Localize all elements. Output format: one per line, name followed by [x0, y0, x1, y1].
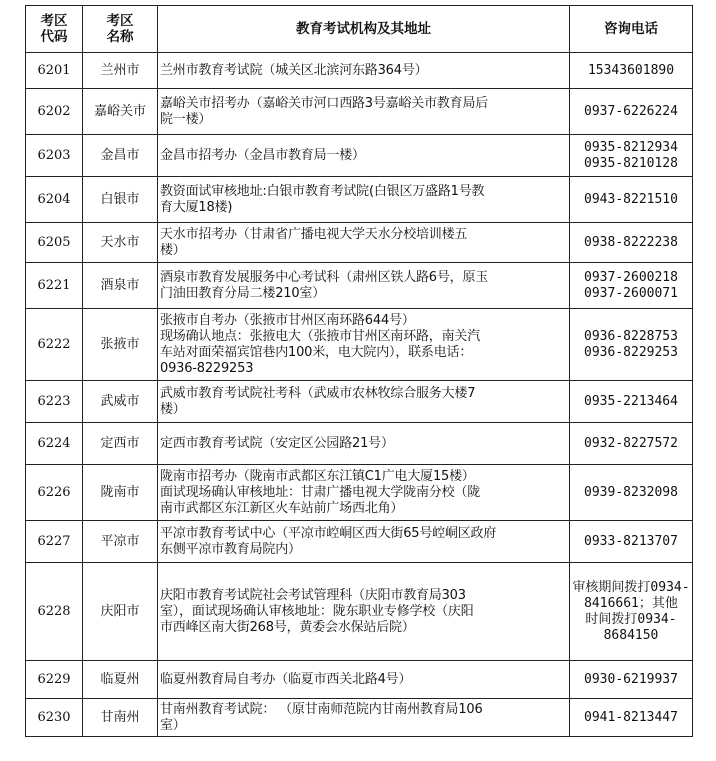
phone-line: 0935-8210128 [584, 155, 678, 171]
phone-cell [570, 135, 693, 177]
area-code-cell: 6224 [26, 423, 83, 465]
org-address-line: 0936-8229253 [160, 360, 254, 376]
table-row [26, 563, 693, 661]
org-address-cell [158, 423, 570, 465]
org-address-line: 东侧平凉市教育局院内） [160, 541, 301, 557]
org-address-cell [158, 699, 570, 737]
phone-line: 审核期间拨打0934- [572, 579, 690, 595]
org-address-line: 室），面试现场确认审核地址：陇东职业专修学校（庆阳 [160, 603, 474, 619]
phone-line: 0943-8221510 [584, 191, 678, 207]
org-address-line: 兰州市教育考试院（城关区北滨河东路364号） [160, 62, 428, 78]
org-address-line: 张掖市自考办（张掖市甘州区南环路644号） [160, 312, 415, 328]
area-code-cell: 6230 [26, 699, 83, 737]
org-address-line: 临夏州教育局自考办（临夏市西关北路4号） [160, 671, 412, 687]
area-name-cell: 天水市 [83, 223, 158, 263]
org-address-line: 金昌市招考办（金昌市教育局一楼） [160, 147, 365, 163]
area-code-cell: 6223 [26, 381, 83, 423]
header-name-line2: 名称 [106, 29, 134, 45]
phone-line: 8684150 [603, 627, 659, 643]
phone-cell [570, 699, 693, 737]
org-address-line: 教资面试审核地址:白银市教育考试院(白银区万盛路1号教 [160, 183, 485, 199]
phone-line: 0936-8229253 [584, 344, 678, 360]
phone-cell [570, 563, 693, 661]
exam-office-table [25, 5, 693, 737]
area-name-cell: 金昌市 [83, 135, 158, 177]
area-code-cell: 6203 [26, 135, 83, 177]
org-address-line: 车站对面荣福宾馆巷内100米，电大院内），联系电话： [160, 344, 473, 360]
table-row [26, 223, 693, 263]
org-address-cell [158, 521, 570, 563]
table-row [26, 309, 693, 381]
header-code [26, 6, 83, 53]
area-name-cell: 平凉市 [83, 521, 158, 563]
area-code-cell: 6228 [26, 563, 83, 661]
phone-line: 0939-8232098 [584, 484, 678, 500]
phone-line: 时间拨打0934- [585, 611, 677, 627]
phone-line: 0935-2213464 [584, 393, 678, 409]
area-name-cell: 张掖市 [83, 309, 158, 381]
phone-cell [570, 465, 693, 521]
header-row [26, 6, 693, 53]
area-code-cell: 6221 [26, 263, 83, 309]
org-address-cell [158, 89, 570, 135]
org-address-line: 酒泉市教育发展服务中心考试科（肃州区铁人路6号，原玉 [160, 269, 489, 285]
phone-line: 0935-8212934 [584, 139, 678, 155]
area-name-cell: 陇南市 [83, 465, 158, 521]
area-name-cell: 嘉峪关市 [83, 89, 158, 135]
table-row [26, 53, 693, 89]
org-address-line: 门油田教育分局二楼210室） [160, 285, 326, 301]
org-address-line: 面试现场确认审核地址：甘肃广播电视大学陇南分校（陇 [160, 484, 481, 500]
org-address-line: 楼） [160, 242, 186, 258]
area-code-cell: 6222 [26, 309, 83, 381]
header-name [83, 6, 158, 53]
org-address-line: 南市武都区东江新区火车站前广场西北角） [160, 500, 404, 516]
phone-cell [570, 53, 693, 89]
org-address-cell [158, 53, 570, 89]
org-address-cell [158, 263, 570, 309]
area-code-cell: 6201 [26, 53, 83, 89]
table-row [26, 381, 693, 423]
table-row [26, 89, 693, 135]
area-code-cell: 6229 [26, 661, 83, 699]
area-code-cell: 6202 [26, 89, 83, 135]
org-address-cell [158, 381, 570, 423]
area-name-cell: 武威市 [83, 381, 158, 423]
header-code-line1: 考区 [40, 13, 68, 29]
org-address-line: 天水市招考办（甘肃省广播电视大学天水分校培训楼五 [160, 226, 468, 242]
org-address-cell [158, 465, 570, 521]
phone-cell [570, 381, 693, 423]
phone-cell [570, 661, 693, 699]
phone-line: 15343601890 [587, 62, 675, 78]
org-address-cell [158, 177, 570, 223]
phone-line: 0937-2600071 [584, 285, 678, 301]
org-address-line: 市西峰区南大街268号，黄委会水保站后院） [160, 619, 415, 635]
org-address-cell [158, 661, 570, 699]
area-name-cell: 白银市 [83, 177, 158, 223]
area-name-cell: 定西市 [83, 423, 158, 465]
phone-line: 8416661；其他 [584, 595, 678, 611]
phone-line: 0937-2600218 [584, 269, 678, 285]
table-row [26, 465, 693, 521]
org-address-cell [158, 563, 570, 661]
area-code-cell: 6204 [26, 177, 83, 223]
org-address-line: 育大厦18楼) [160, 199, 233, 215]
org-address-line: 陇南市招考办（陇南市武都区东江镇C1广电大厦15楼） [160, 468, 475, 484]
phone-cell [570, 177, 693, 223]
area-name-cell: 酒泉市 [83, 263, 158, 309]
phone-cell [570, 423, 693, 465]
table-row [26, 423, 693, 465]
org-address-cell [158, 223, 570, 263]
area-code-cell: 6227 [26, 521, 83, 563]
table-row [26, 661, 693, 699]
area-code-cell: 6205 [26, 223, 83, 263]
header-phone: 咨询电话 [570, 6, 693, 53]
phone-line: 0930-6219937 [584, 671, 678, 687]
table-body [26, 53, 693, 737]
table-row [26, 263, 693, 309]
org-address-line: 现场确认地点：张掖电大（张掖市甘州区南环路，南关汽 [160, 328, 481, 344]
org-address-cell [158, 135, 570, 177]
table-row [26, 135, 693, 177]
phone-line: 0938-8222238 [584, 234, 678, 250]
phone-cell [570, 309, 693, 381]
table-row [26, 699, 693, 737]
header-org: 教育考试机构及其地址 [158, 6, 570, 53]
org-address-line: 平凉市教育考试中心（平凉市崆峒区西大街65号崆峒区政府 [160, 525, 497, 541]
org-address-line: 院一楼） [160, 111, 212, 127]
area-name-cell: 庆阳市 [83, 563, 158, 661]
area-name-cell: 临夏州 [83, 661, 158, 699]
header-code-line2: 代码 [40, 29, 68, 45]
phone-cell [570, 223, 693, 263]
phone-cell [570, 89, 693, 135]
area-name-cell: 甘南州 [83, 699, 158, 737]
area-name-cell: 兰州市 [83, 53, 158, 89]
phone-line: 0937-6226224 [584, 103, 678, 119]
area-code-cell: 6226 [26, 465, 83, 521]
table-row [26, 177, 693, 223]
org-address-line: 定西市教育考试院（安定区公园路21号） [160, 435, 394, 451]
header-name-line1: 考区 [106, 13, 134, 29]
org-address-line: 武威市教育考试院社考科（武威市农林牧综合服务大楼7 [160, 385, 476, 401]
org-address-line: 甘南州教育考试院： （原甘南师范院内甘南州教育局106 [160, 701, 483, 717]
phone-line: 0932-8227572 [584, 435, 678, 451]
org-address-line: 室） [160, 717, 186, 733]
table-row [26, 521, 693, 563]
org-address-cell [158, 309, 570, 381]
org-address-line: 嘉峪关市招考办（嘉峪关市河口西路3号嘉峪关市教育局后 [160, 95, 489, 111]
phone-cell [570, 521, 693, 563]
org-address-line: 楼） [160, 401, 186, 417]
org-address-line: 庆阳市教育考试院社会考试管理科（庆阳市教育局303 [160, 587, 466, 603]
phone-cell [570, 263, 693, 309]
phone-line: 0933-8213707 [584, 533, 678, 549]
phone-line: 0941-8213447 [584, 709, 678, 725]
phone-line: 0936-8228753 [584, 328, 678, 344]
